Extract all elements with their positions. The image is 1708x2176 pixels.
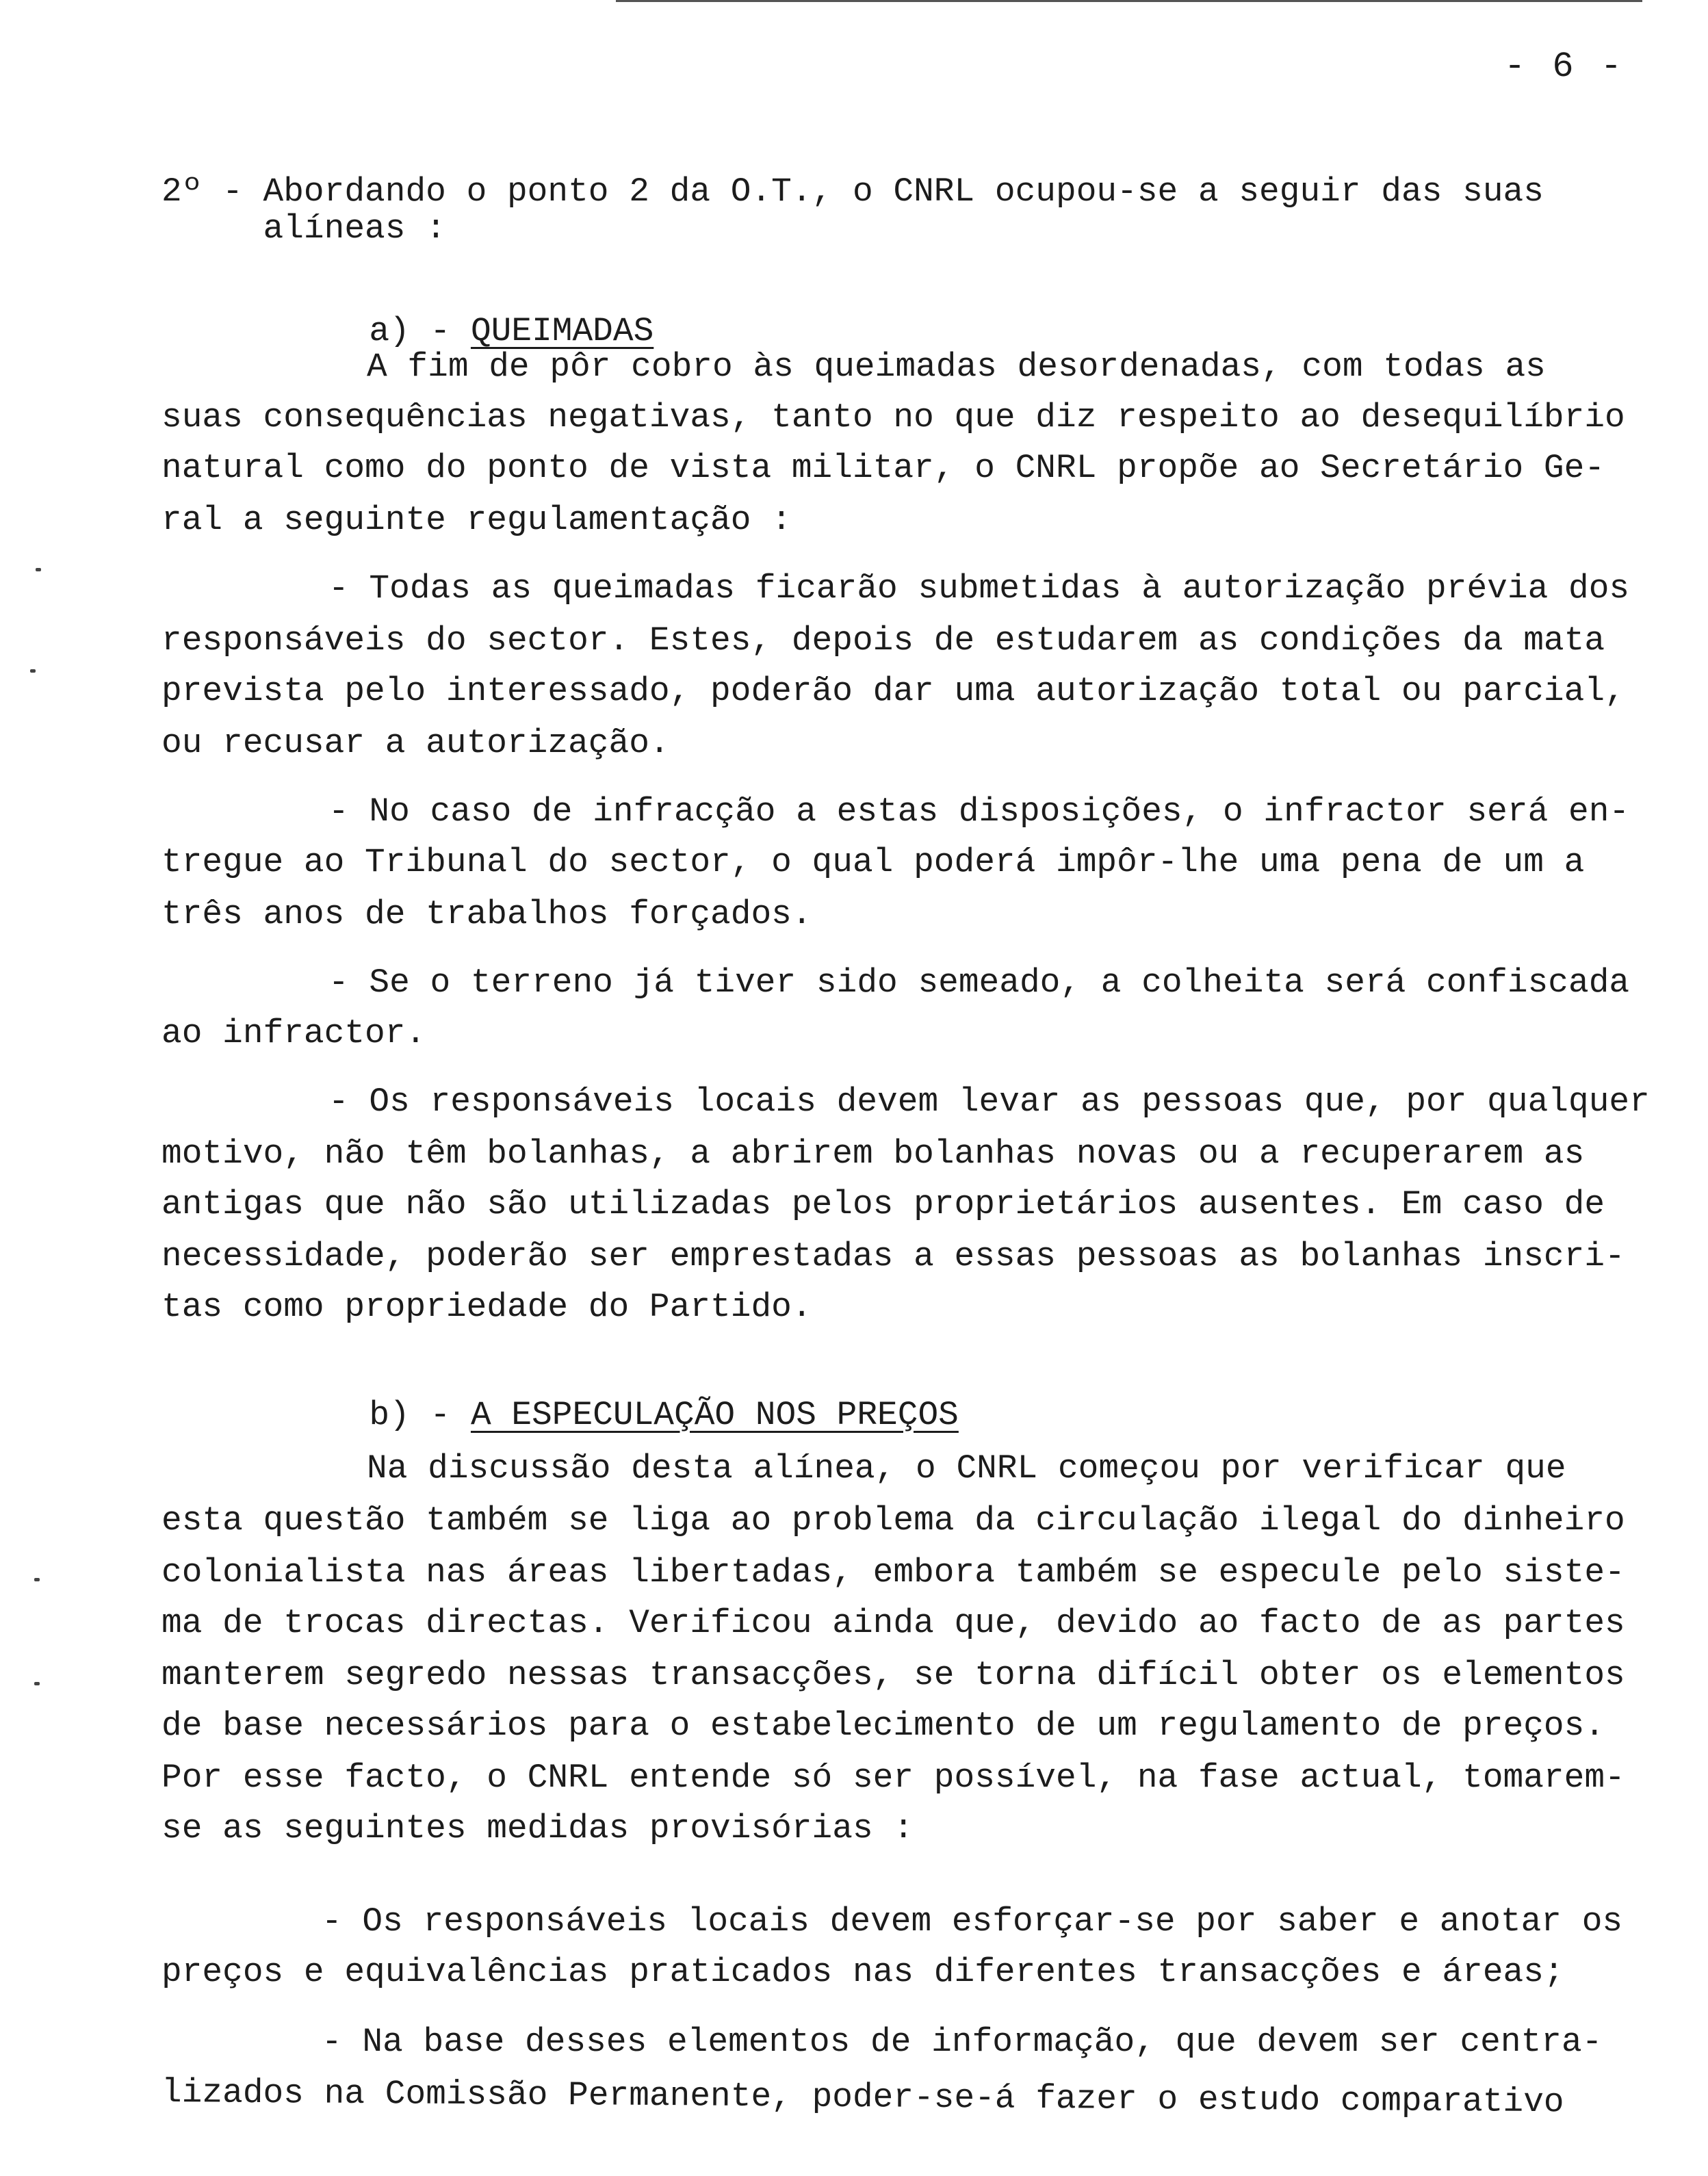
text-line: Na discussão desta alínea, o CNRL começou por verificar que	[367, 1449, 1566, 1488]
text-line: 2º - Abordando o ponto 2 da O.T., o CNRL ocupou-se a seguir das suas	[161, 172, 1544, 211]
text-line: - Os responsáveis locais devem levar as pessoas que, por qualquer	[328, 1083, 1650, 1121]
text-line: prevista pelo interessado, poderão dar uma autorização total ou parcial,	[161, 672, 1625, 710]
text-line: ao infractor.	[161, 1014, 426, 1052]
text-line: - Todas as queimadas ficarão submetidas à autorização prévia dos	[328, 569, 1630, 608]
text-line: motivo, não têm bolanhas, a abrirem bolanhas novas ou a recuperarem as	[161, 1135, 1585, 1173]
text-line: preços e equivalências praticados nas diferentes transacções e áreas;	[161, 1953, 1564, 1991]
text-line: manterem segredo nessas transacções, se torna difícil obter os elementos	[161, 1656, 1625, 1694]
text-line: ma de trocas directas. Verificou ainda que, devido ao facto de as partes	[161, 1604, 1625, 1642]
text-line: natural como do ponto de vista militar, o CNRL propõe ao Secretário Ge-	[161, 449, 1605, 487]
page-number: - 6 -	[1504, 47, 1625, 87]
margin-mark	[36, 568, 41, 571]
text-line: antigas que não são utilizadas pelos proprietários ausentes. Em caso de	[161, 1185, 1605, 1223]
text-line: necessidade, poderão ser emprestadas a essas pessoas as bolanhas inscri-	[161, 1237, 1625, 1275]
top-edge-rule	[616, 0, 1642, 2]
text-line: lizados na Comissão Permanente, poder-se-á fazer o estudo comparativo	[161, 2073, 1564, 2122]
text-line: três anos de trabalhos forçados.	[161, 895, 812, 933]
margin-mark	[30, 669, 36, 673]
text-line: - Os responsáveis locais devem esforçar-se por saber e anotar os	[322, 1902, 1623, 1941]
text-line: ral a seguinte regulamentação :	[161, 501, 792, 539]
text-line: Por esse facto, o CNRL entende só ser possível, na fase actual, tomarem-	[161, 1759, 1625, 1797]
subsection-b-label: b) -	[369, 1395, 471, 1434]
text-line: colonialista nas áreas libertadas, embora também se especule pelo siste-	[161, 1553, 1625, 1592]
text-line: suas consequências negativas, tanto no que diz respeito ao desequilíbrio	[161, 398, 1625, 437]
margin-mark	[34, 1682, 40, 1685]
text-line: esta questão também se liga ao problema da circulação ilegal do dinheiro	[161, 1501, 1625, 1540]
text-line: responsáveis do sector. Estes, depois de estudarem as condições da mata	[161, 621, 1605, 660]
text-line: ou recusar a autorização.	[161, 724, 670, 762]
text-line: tas como propriedade do Partido.	[161, 1288, 812, 1326]
text-line: A fim de pôr cobro às queimadas desordenadas, com todas as	[367, 348, 1546, 386]
text-line: se as seguintes medidas provisórias :	[161, 1809, 914, 1848]
text-line: - No caso de infracção a estas disposições, o infractor será en-	[328, 792, 1630, 831]
subsection-a-label: a) -	[369, 311, 471, 350]
subsection-b-marker	[328, 1364, 959, 1432]
heading-especulacao: A ESPECULAÇÃO NOS PREÇOS	[470, 1395, 959, 1434]
heading-queimadas: QUEIMADAS	[470, 311, 654, 350]
margin-mark	[34, 1578, 40, 1581]
text-line: - Se o terreno já tiver sido semeado, a colheita será confiscada	[328, 963, 1630, 1002]
text-line: alíneas :	[161, 209, 446, 248]
text-line: de base necessários para o estabelecimento de um regulamento de preços.	[161, 1707, 1605, 1745]
text-line: - Na base desses elementos de informação, que devem ser centra-	[322, 2023, 1603, 2061]
subsection-a-marker	[328, 281, 654, 348]
text-line: tregue ao Tribunal do sector, o qual poderá impôr-lhe uma pena de um a	[161, 843, 1585, 881]
